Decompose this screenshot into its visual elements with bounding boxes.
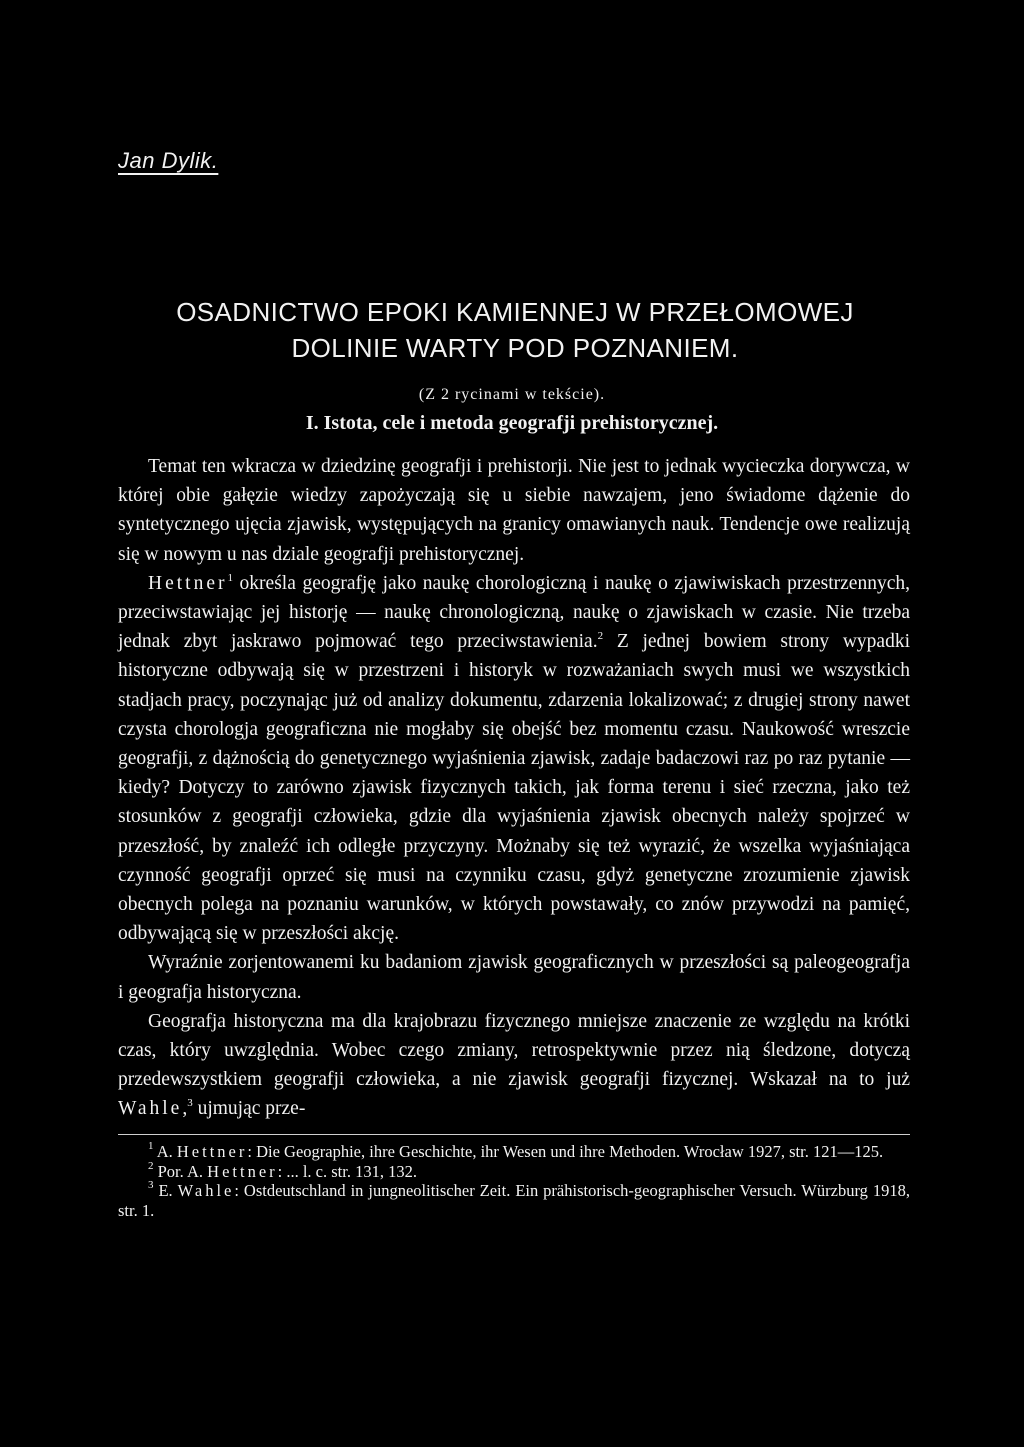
footnote-3: [118, 1181, 910, 1220]
footnote-prefix: Por. A.: [153, 1161, 208, 1181]
footnotes: [118, 1142, 910, 1220]
footnote-divider: [118, 1134, 910, 1135]
footnote-ref-2: 2: [597, 630, 604, 643]
paragraph-2-text-b: Z jednej bowiem strony wypadki historyczne odbywają się w przestrzeni i historyk w rozważaniach swych musi we wszystkich stadjach pracy, poczynając już od analizy dokumentu, zdarzenia lokalizować; z drugiej strony nawet czysta chorologja geograficzna nie mogłaby się obejść bez momentu czasu. Naukowość wreszcie geografji, z dążnością do genetycznego wyjaśnienia zjawisk, zadaje badaczowi raz po raz pytanie — kiedy? Dotyczy to zarówno zjawisk fizycznych takich, jak forma terenu i sieć rzeczna, jako też stosunków z geografji człowieka, gdzie dla wyjaśnienia zjawisk obecnych należy spojrzeć w przeszłość, by znaleźć ich odległe przyczyny. Możnaby się też wyrazić, że wszelka wyjaśniająca czynność geografji oprzeć się musi na czynniku czasu, gdyż genetyczne zrozumienie zjawisk obecnych polega na poznaniu warunków, w których powstawały, co znów przywodzi na pamięć, odbywającą się w przeszłości akcję.: [118, 631, 910, 945]
footnote-prefix: A.: [153, 1142, 177, 1161]
footnote-text: : Die Geographie, ihre Geschichte, ihr Wesen und ihre Methoden. Wrocław 1927, str. 121—125.: [247, 1142, 884, 1161]
article-subtitle: (Z 2 rycinami w tekście).: [418, 386, 606, 403]
paragraph-4: Geografja historyczna ma dla krajobrazu fizycznego mniejsze znaczenie ze względu na krótki czas, który uwzględnia. Wobec czego zmiany, retrospektywnie przez nią śledzone, dotyczą przedewszystkiem geografji człowieka, a nie zjawisk geografji fizycznej. Wskazał na to już Wahle,$^3$ ujmując prze-: [118, 1010, 910, 1120]
paragraph-2-text-a: określa geografję jako naukę chorologiczną i naukę o zjawiwiskach przestrzennych, przeciwstawiając jej historję — naukę chronologiczną, naukę o zjawiskach w czasie. Nie trzeba jednak zbyt jaskrawo pojmować tego przeciwstawienia.: [118, 572, 910, 653]
footnote-number: 2: [148, 1159, 154, 1172]
title-line-2: DOLINIE WARTY POD POZNANIEM.: [291, 333, 739, 363]
footnote-2: [118, 1159, 910, 1182]
paragraph-3: Wyraźnie zorjentowanemi ku badaniom zjawisk geograficznych w przeszłości są paleogeografja i geografja historyczna.: [118, 952, 910, 1003]
footnote-text: : Ostdeutschland in jungneolitischer Zeit. Ein prähistorisch-geographischer Versuch. Würzburg 1918, str. 1.: [118, 1181, 910, 1220]
author-reference: Hettner: [148, 572, 228, 594]
paragraph-2: [118, 569, 910, 949]
author-reference: Wahle: [118, 1098, 183, 1120]
title-line-1: OSADNICTWO EPOKI KAMIENNEJ W PRZEŁOMOWEJ: [176, 297, 854, 327]
footnote-ref-1: 1: [227, 571, 233, 584]
paragraph-4-text-b: ujmując prze-: [192, 1098, 306, 1120]
footnote-ref-3: 3: [187, 1097, 193, 1110]
paragraph-4-text-a: Geografja historyczna ma dla krajobrazu fizycznego mniejsze znaczenie ze względu na krótki czas, który uwzględnia. Wobec czego zmiany, retrospektywnie przez nią śledzone, dotyczą przedewszystkiem geografji człowieka, a nie zjawisk geografji fizycznej. Wskazał na to już: [118, 1010, 910, 1091]
footnote-prefix: E.: [153, 1181, 178, 1201]
footnote-text: : ... l. c. str. 131, 132.: [277, 1161, 417, 1181]
footnote-number: 3: [148, 1179, 154, 1192]
section-heading: I. Istota, cele i metoda geografji prehistorycznej.: [305, 412, 719, 434]
body-text: [118, 452, 910, 1124]
footnote-1: [118, 1142, 910, 1162]
footnote-number: 1: [148, 1140, 154, 1152]
footnote-author: Hettner: [176, 1142, 248, 1161]
footnote-author: Wahle: [177, 1181, 235, 1201]
author-name: Jan Dylik.: [118, 148, 219, 173]
footnote-author: Hettner: [207, 1161, 278, 1181]
paragraph-1: Temat ten wkracza w dziedzinę geografji i prehistorji. Nie jest to jednak wycieczka dorywcza, w której obie gałęzie wiedzy zapożyczają się u siebie nawzajem, jeno świadome dążenie do syntetycznego ujęcia zjawisk, występujących na granicy omawianych nauk. Tendencje owe realizują się w nowym u nas dziale geografji prehistorycznej.: [118, 456, 910, 565]
article-title: [0, 294, 1024, 366]
